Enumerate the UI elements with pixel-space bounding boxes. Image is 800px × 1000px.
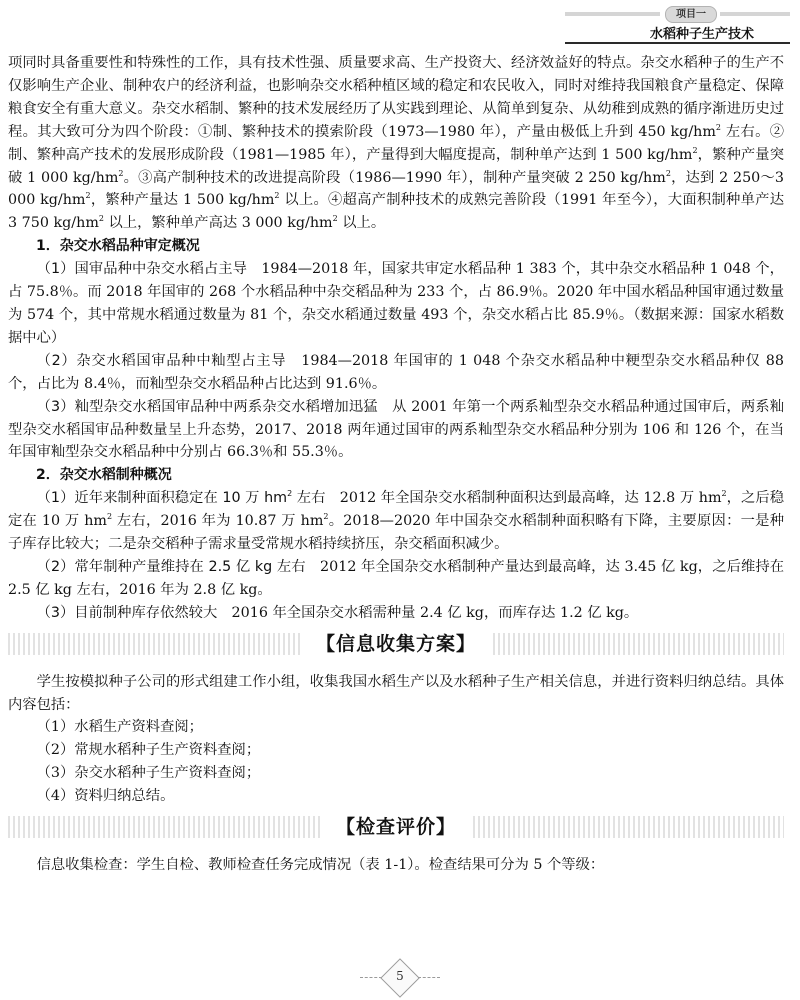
list-item: （2）常规水稻种子生产资料查阅； — [36, 742, 261, 759]
list-item: （4）资料归纳总结。 — [36, 788, 175, 805]
footer-dash-right — [418, 977, 440, 979]
section-title-info: 【信息收集方案】 — [302, 630, 490, 658]
paragraph-production-2 — [8, 556, 784, 602]
running-header — [555, 2, 790, 48]
header-title: 水稻种子生产技术 — [649, 27, 754, 42]
paragraph-approval-2 — [8, 350, 784, 396]
eval-text: 信息收集检查：学生自检、教师检查任务完成情况（表 1-1）。检查结果可分为 5 个等级： — [36, 857, 605, 874]
intro-paragraph: 项同时具备重要性和特殊性的工作，具有技术性强、质量要求高、生产投资大、经济效益好的特点。杂交水稻种子的生产不仅影响生产企业、制种农户的经济利益，也影响杂交水稻种植区域的稳定和农民收入，同时对维持我国粮食产量稳定、保障粮食安全有重大意义。杂交水稻制、繁种的技术发展经历了从实践到理论、从简单到复杂、从幼稚到成熟的循序渐进历史过程。其大致可分为四个阶段：①制、繁种技术的摸索阶段（1973—1980 年），产量由极低上升到 450 $kg/hm^2$ 左右。②制、繁种高产技术的发展形成阶段（1981—1985 年），产量得到大幅度提高，制种单产达到 1 500 $kg/hm^2$，繁种产量突破 1 000 $kg/hm^2$。③高产制种技术的改进提高阶段（1986—1990 年），制种产量突破 2 250 $kg/hm^2$，达到 2 250～3 000 $kg/hm^2$，繁种产量达 1 500 $kg/hm^2$ 以上。④超高产制种技术的成熟完善阶段（1991 年至今），大面积制种单产达 3 750 $kg/hm^2$ 以上，繁种单产高达 3 000 $kg/hm^2$ 以上。 — [8, 55, 785, 232]
list-item: （1）水稻生产资料查阅； — [36, 719, 203, 736]
body-text: 1984—2018 年，国家共审定水稻品种 1 383 个，其中杂交水稻品种 1 048 个，占 75.8％。而 2018 年国审的 268 个水稻品种中杂交稻品种为 233 个，占 86.9％。2020 年中国水稻品种国审通过数量为 574 个，其中常规水稻通过数量为 81 个，杂交水稻通过数量 493 个，杂交水稻占比 85.9％。（数据来源：国家水稻数据中心） — [8, 261, 784, 346]
paragraph-approval-3 — [8, 396, 784, 465]
section-banner-eval — [8, 810, 784, 848]
body-text: 2012 年全国杂交水稻制种产量达到最高峰，达 3.45 亿 kg，之后维持在 2.5 亿 kg 左右，2016 年为 2.8 亿 kg。 — [8, 558, 784, 598]
lead-text: （3）目前制种库存依然较大 — [36, 604, 218, 621]
lead-text: （2）杂交水稻国审品种中籼型占主导 — [36, 352, 287, 369]
header-stripe-left — [565, 12, 660, 16]
paragraph-production-1 — [8, 487, 784, 556]
body-text: 从 2001 年第一个两系籼型杂交水稻品种通过国审后，两系籼型杂交水稻国审品种数量呈上升态势，2017、2018 两年通过国审的两系籼型杂交水稻品种分别为 106 和 126 个，在当年国审籼型杂交水稻品种中分别占 66.3％和 55.3％。 — [8, 398, 785, 461]
lead-text: （2）常年制种产量维持在 2.5 亿 kg 左右 — [36, 558, 306, 575]
page-number: 5 — [396, 969, 404, 983]
list-item: （3）杂交水稻种子生产资料查阅； — [36, 765, 261, 782]
page-footer — [360, 960, 440, 996]
header-stripe-right — [720, 12, 790, 16]
section-banner-info — [8, 627, 784, 665]
paragraph-approval-1 — [8, 258, 784, 350]
section-title-eval: 【检查评价】 — [322, 813, 470, 841]
body-text: 2016 年全国杂交水稻需种量 2.4 亿 kg，而库存达 1.2 亿 kg。 — [217, 604, 639, 621]
header-rule — [565, 42, 790, 44]
footer-dash-left — [360, 977, 382, 979]
lead-text: （3）籼型杂交水稻国审品种中两系杂交水稻增加迅猛 — [36, 398, 378, 415]
info-intro: 学生按模拟种子公司的形式组建工作小组，收集我国水稻生产以及水稻种子生产相关信息，并进行资料归纳总结。具体内容包括： — [8, 673, 784, 713]
body-text: 1984—2018 年国审的 1 048 个杂交水稻品种中粳型杂交水稻品种仅 88 个，占比为 8.4％，而籼型杂交水稻品种占比达到 91.6％。 — [8, 352, 784, 392]
project-badge: 项目一 — [665, 6, 717, 23]
lead-text: （1）近年来制种面积稳定在 10 万 $hm^2$ 左右 — [36, 489, 326, 507]
page-content — [8, 52, 784, 877]
paragraph-production-3 — [8, 602, 784, 625]
lead-text: （1）国审品种中杂交水稻占主导 — [36, 261, 247, 278]
section-heading-seed-production: 2．杂交水稻制种概况 — [36, 467, 172, 484]
body-text: 2012 年全国杂交水稻制种面积达到最高峰，达 12.8 万 $hm^2$，之后稳定在 10 万 $hm^2$ 左右，2016 年为 10.87 万 $hm^2$。2018—2020 年中国杂交水稻制种面积略有下降，主要原因：一是种子库存比较大；二是杂交稻种子需求量受常规水稻持续挤压，杂交稻面积减少。 — [8, 489, 785, 553]
section-heading-approval: 1．杂交水稻品种审定概况 — [36, 238, 200, 255]
